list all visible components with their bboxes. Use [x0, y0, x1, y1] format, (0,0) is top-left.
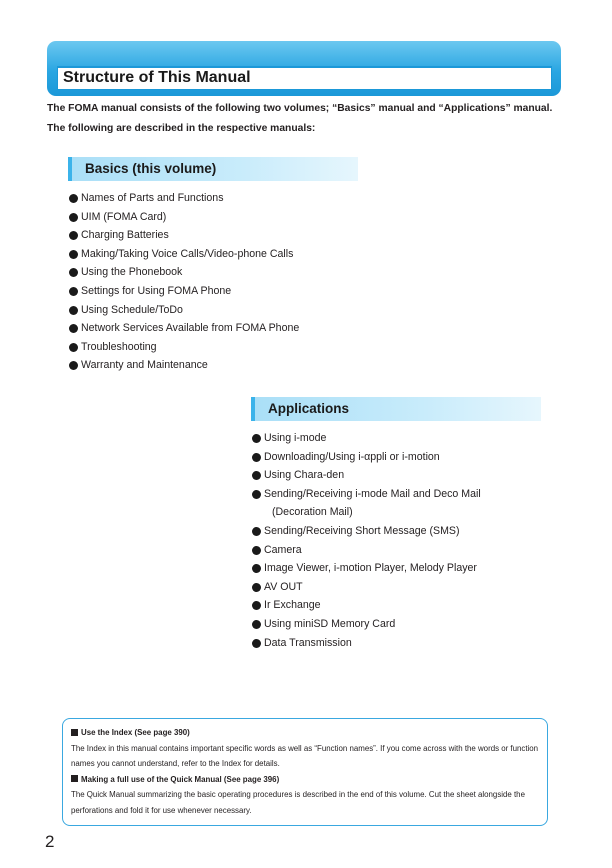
index-note-body: The Index in this manual contains important specific words as well as “Function names”. If you come across with the words or function names you cannot understand, refer to the Index for details.: [71, 743, 539, 768]
list-item: Charging Batteries: [69, 226, 299, 245]
applications-heading: [251, 397, 541, 421]
list-item: Settings for Using FOMA Phone: [69, 282, 299, 301]
list-item: Troubleshooting: [69, 338, 299, 357]
list-item: AV OUT: [252, 578, 481, 597]
list-item: Downloading/Using i-αppli or i-motion: [252, 448, 481, 467]
list-item: Using i-mode: [252, 429, 481, 448]
index-note-heading: Use the Index (See page 390): [71, 725, 541, 741]
list-item: Warranty and Maintenance: [69, 356, 299, 375]
list-item: Sending/Receiving i-mode Mail and Deco Mail: [252, 485, 481, 504]
list-item: Using Schedule/ToDo: [69, 301, 299, 320]
bullet-icon: [252, 453, 261, 462]
bullet-icon: [69, 324, 78, 333]
bullet-icon: [252, 490, 261, 499]
bullet-icon: [252, 583, 261, 592]
list-item: Using Chara-den: [252, 466, 481, 485]
square-bullet-icon: [71, 729, 78, 736]
list-item-continuation: (Decoration Mail): [272, 506, 353, 519]
basics-heading-label: Basics (this volume): [85, 161, 217, 176]
bullet-icon: [69, 306, 78, 315]
list-item: UIM (FOMA Card): [69, 208, 299, 227]
bullet-icon: [69, 343, 78, 352]
page-number: 2: [45, 832, 55, 851]
list-item: Making/Taking Voice Calls/Video-phone Calls: [69, 245, 299, 264]
applications-list: [252, 429, 481, 652]
list-item: Sending/Receiving Short Message (SMS): [252, 522, 481, 541]
basics-list: [69, 189, 299, 375]
bullet-icon: [69, 213, 78, 222]
note-content: [71, 725, 541, 818]
square-bullet-icon: [71, 775, 78, 782]
list-item: Image Viewer, i-motion Player, Melody Player: [252, 559, 481, 578]
quick-note-body: The Quick Manual summarizing the basic operating procedures is described in the end of this volume. Cut the sheet alongside the perforations and fold it for use whenever necessary.: [71, 790, 525, 815]
title-band: [47, 41, 561, 96]
bullet-icon: [252, 601, 261, 610]
list-item: Using miniSD Memory Card: [252, 615, 481, 634]
applications-heading-label: Applications: [268, 401, 350, 416]
quick-note-heading: Making a full use of the Quick Manual (See page 396): [71, 772, 541, 788]
note-box: [62, 718, 548, 826]
list-item: Using the Phonebook: [69, 263, 299, 282]
list-item: Ir Exchange: [252, 596, 481, 615]
intro-text: The FOMA manual consists of the following two volumes; “Basics” manual and “Applications” manual. The following are described in the respective manuals:: [47, 103, 553, 134]
list-item: Data Transmission: [252, 634, 481, 653]
bullet-icon: [252, 527, 261, 536]
bullet-icon: [69, 250, 78, 259]
page-title: Structure of This Manual: [63, 69, 251, 86]
list-item: Network Services Available from FOMA Phone: [69, 319, 299, 338]
bullet-icon: [69, 231, 78, 240]
bullet-icon: [252, 546, 261, 555]
list-item: Names of Parts and Functions: [69, 189, 299, 208]
bullet-icon: [252, 471, 261, 480]
bullet-icon: [252, 620, 261, 629]
list-item: Camera: [252, 541, 481, 560]
bullet-icon: [252, 434, 261, 443]
bullet-icon: [69, 287, 78, 296]
basics-heading: [68, 157, 358, 181]
bullet-icon: [252, 564, 261, 573]
bullet-icon: [69, 194, 78, 203]
bullet-icon: [252, 639, 261, 648]
bullet-icon: [69, 268, 78, 277]
title-box: [57, 66, 552, 90]
bullet-icon: [69, 361, 78, 370]
